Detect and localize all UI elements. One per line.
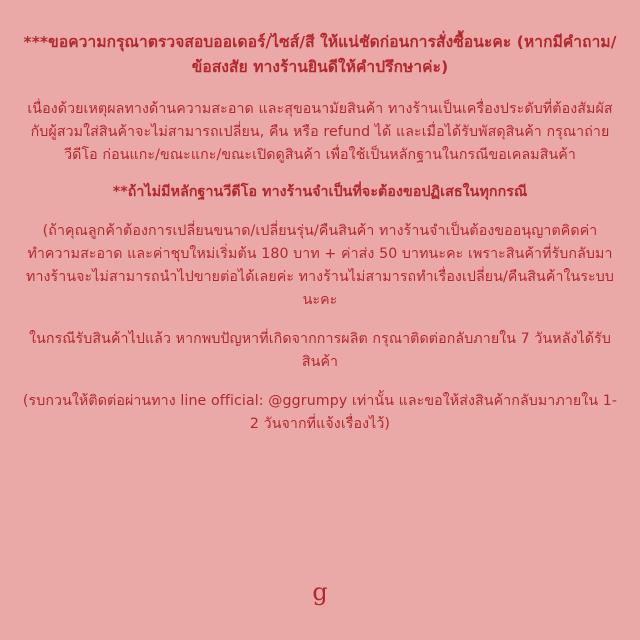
headline-warning: ***ขอความกรุณาตรวจสอบออเดอร์/ไซส์/สี ให้แน่ชัดก่อนการสั่งซื้อนะคะ (หากมีคำถาม/ข้อสงสัย ทางร้านยินดีให้คำปรึกษาค่ะ) bbox=[23, 33, 617, 77]
policy-paragraph-hygiene: เนื่องด้วยเหตุผลทางด้านความสะอาด และสุขอนามัยสินค้า ทางร้านเป็นเครื่องประดับที่ต้องสัมผัสกับผู้สวมใส่สินค้าจะไม่สามารถเปลี่ยน, คืน หรือ refund ได้ และเมื่อได้รับพัสดุสินค้า กรุณาถ่ายวีดีโอ ก่อนแกะ/ขณะแกะ/ขณะเปิดดูสินค้า เพื่อใช้เป็นหลักฐานในกรณีขอเคลมสินค้า bbox=[27, 101, 613, 164]
brand-logo: g bbox=[312, 578, 328, 606]
policy-paragraph-line-contact: (รบกวนให้ติดต่อผ่านทาง line official: @ggrumpy เท่านั้น และขอให้ส่งสินค้ากลับมาภายใน 1-2 วันจากที่แจ้งเรื่องไว้) bbox=[22, 393, 618, 433]
policy-paragraph-defect-window: ในกรณีรับสินค้าไปแล้ว หากพบปัญหาที่เกิดจากการผลิต กรุณาติดต่อกลับภายใน 7 วันหลังได้รับสินค้า bbox=[29, 331, 611, 371]
policy-paragraph-exchange-fees: (ถ้าคุณลูกค้าต้องการเปลี่ยนขนาด/เปลี่ยนรุ่น/คืนสินค้า ทางร้านจำเป็นต้องขออนุญาตคิดค่าทำความสะอาด และค่าชุบใหม่เริ่มต้น 180 บาท + ค่าส่ง 50 บาทนะคะ เพราะสินค้าที่รับกลับมาทางร้านจะไม่สามารถนำไปขายต่อได้เลยค่ะ ทางร้านไม่สามารถทำเรื่องเปลี่ยน/คืนสินค้าในระบบนะคะ bbox=[26, 223, 614, 309]
policy-paragraph-video-proof: **ถ้าไม่มีหลักฐานวีดีโอ ทางร้านจำเป็นที่จะต้องขอปฏิเสธในทุกกรณี bbox=[112, 184, 528, 201]
